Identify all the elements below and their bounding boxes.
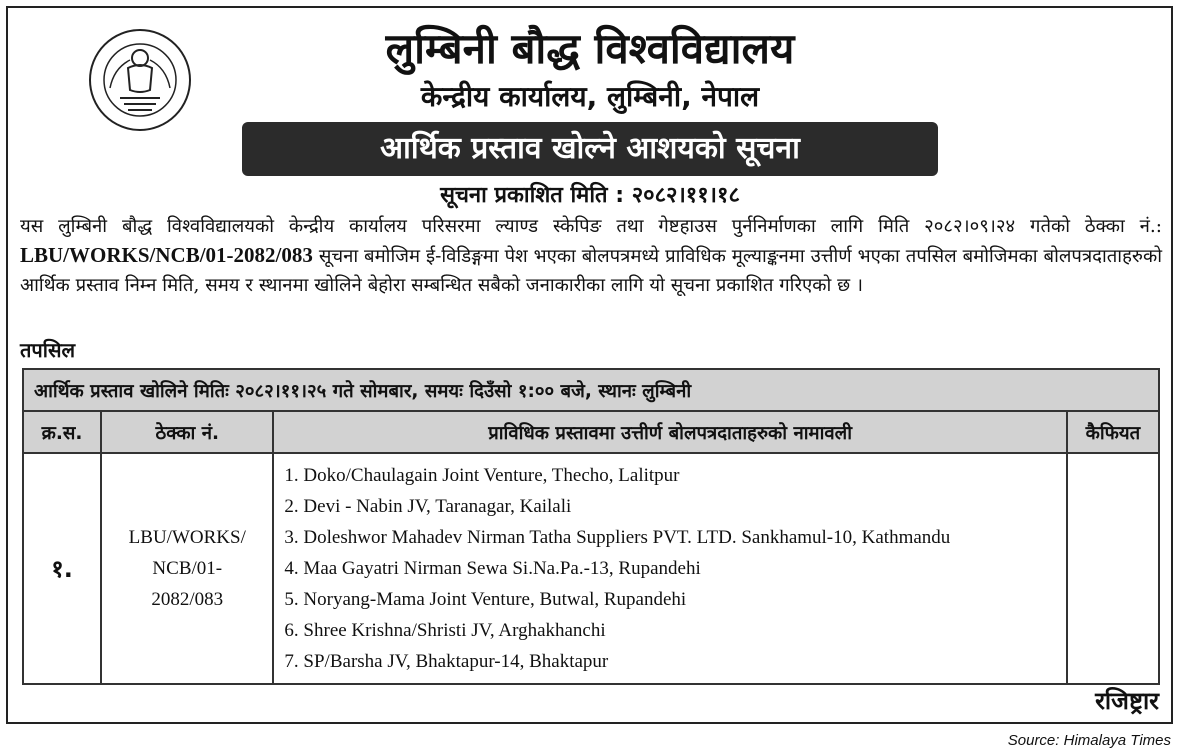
opening-info-row: आर्थिक प्रस्ताव खोलिने मितिः २०८२।११।२५ गते सोमबार, समयः दिउँसो १:०० बजे, स्थानः लुम्बिनी bbox=[23, 369, 1159, 411]
published-date-line bbox=[240, 182, 940, 210]
header-sn: क्र.स. bbox=[23, 411, 101, 453]
university-title: लुम्बिनी बौद्ध विश्वविद्यालय bbox=[385, 24, 795, 73]
bidder-item: 4. Maa Gayatri Nirman Sewa Si.Na.Pa.-13, Rupandehi bbox=[284, 558, 701, 579]
university-logo-seal bbox=[80, 28, 200, 132]
row-sn: १. bbox=[23, 453, 101, 684]
paragraph-rest: सूचना बमोजिम ई-विडिङ्गमा पेश भएका बोलपत्रमध्ये प्राविधिक मूल्याङ्कनमा उत्तीर्ण भएका तपसिल बमोजिमका बोलपत्रदाताहरुको आर्थिक प्रस्ताव निम्न मिति, समय र स्थानमा खोलिने बेहोरा सम्बन्धित सबैको जनाकारीका लागि यो सूचना प्रकाशित गरिएको छ । bbox=[20, 246, 1162, 296]
bidder-item: 7. SP/Barsha JV, Bhaktapur-14, Bhaktapur bbox=[284, 651, 609, 672]
bidder-item: 6. Shree Krishna/Shristi JV, Arghakhanchi bbox=[284, 620, 606, 641]
contract-no-line: NCB/01- bbox=[152, 558, 223, 579]
contract-reference: LBU/WORKS/NCB/01-2082/083 bbox=[20, 243, 313, 267]
contract-no-line: LBU/WORKS/ bbox=[128, 527, 246, 548]
paragraph-intro: यस लुम्बिनी बौद्ध विश्वविद्यालयको केन्द्रीय कार्यालय परिसरमा ल्याण्ड स्केपिङ तथा गेष्टहाउस पुर्ननिर्माणका लागि मिति २०८२।०९।२४ गतेको ठेक्का नं.: bbox=[20, 216, 1162, 237]
header-names: प्राविधिक प्रस्तावमा उत्तीर्ण बोलपत्रदाताहरुको नामावली bbox=[273, 411, 1066, 453]
source-credit: Source: Himalaya Times bbox=[1007, 732, 1171, 749]
notice-banner: आर्थिक प्रस्ताव खोल्ने आशयको सूचना bbox=[242, 122, 938, 176]
row-contract-no bbox=[101, 453, 273, 684]
row-bidders bbox=[273, 453, 1066, 684]
row-remarks bbox=[1067, 453, 1159, 684]
registrar-signature: रजिष्ट्रार bbox=[1095, 687, 1159, 715]
notice-paragraph bbox=[20, 212, 1162, 300]
office-subtitle: केन्द्रीय कार्यालय, लुम्बिनी, नेपाल bbox=[420, 80, 760, 113]
header-contract-no: ठेक्का नं. bbox=[101, 411, 273, 453]
bidder-item: 3. Doleshwor Mahadev Nirman Tatha Suppliers PVT. LTD. Sankhamul-10, Kathmandu bbox=[284, 527, 951, 548]
schedule-heading: तपसिल bbox=[20, 338, 76, 362]
bidder-item: 1. Doko/Chaulagain Joint Venture, Thecho, Lalitpur bbox=[284, 465, 680, 486]
header-remarks: कैफियत bbox=[1067, 411, 1159, 453]
published-date: २०८२।११।१८ bbox=[631, 183, 740, 208]
contract-no-line: 2082/083 bbox=[151, 589, 224, 610]
published-label: सूचना प्रकाशित मिति : bbox=[440, 183, 625, 208]
bidder-item: 2. Devi - Nabin JV, Taranagar, Kailali bbox=[284, 496, 572, 517]
bidder-item: 5. Noryang-Mama Joint Venture, Butwal, Rupandehi bbox=[284, 589, 687, 610]
table-row bbox=[23, 453, 1159, 684]
bidders-table bbox=[22, 368, 1160, 685]
